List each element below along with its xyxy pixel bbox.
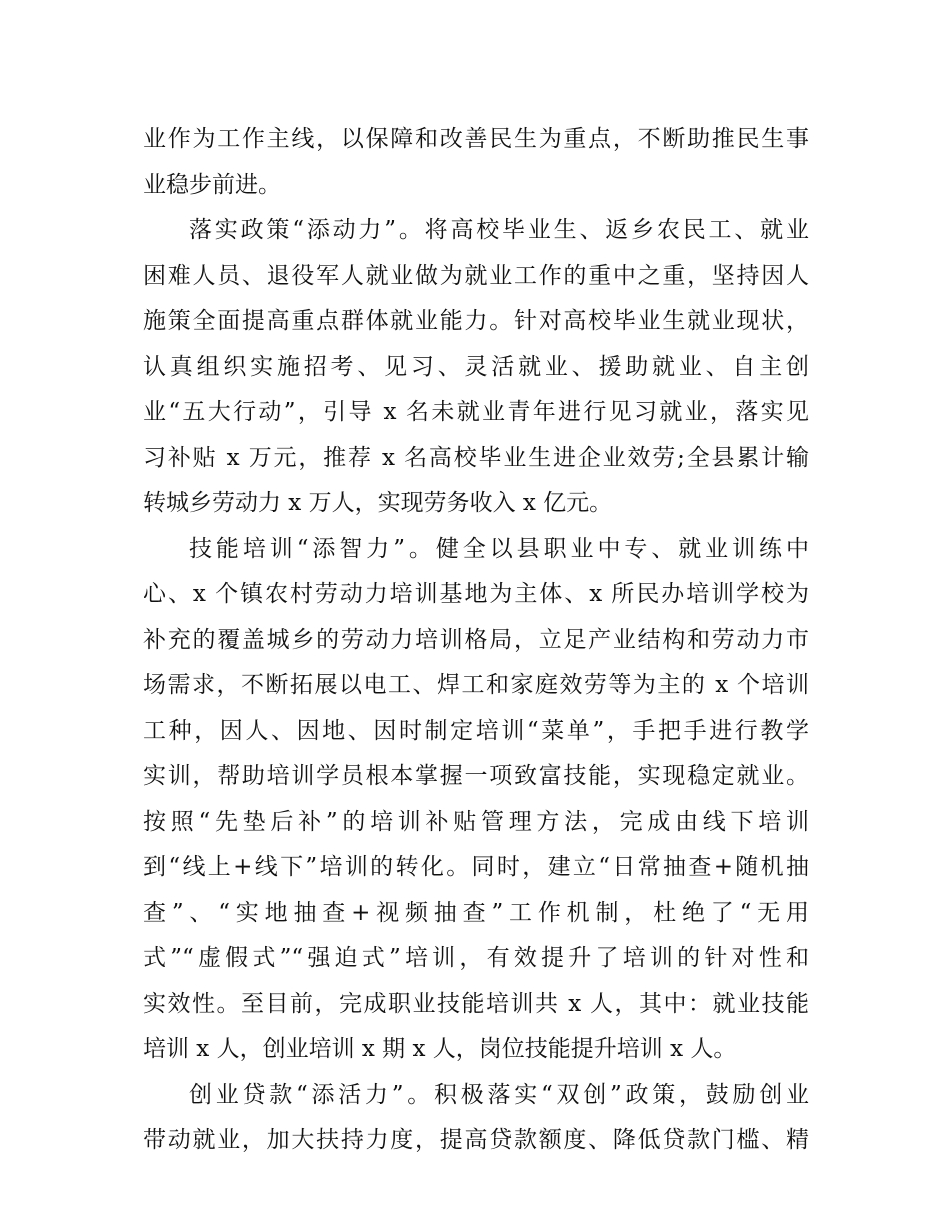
text-line: 施策全面提高重点群体就业能力。针对高校毕业生就业现状， bbox=[143, 308, 809, 334]
paragraph-start-line: 落实政策“添动力”。将高校毕业生、返乡农民工、就业 bbox=[189, 217, 809, 243]
text-line: 培训 x 人，创业培训 x 期 x 人，岗位技能提升培训 x 人。 bbox=[143, 1036, 737, 1062]
text-line: 困难人员、退役军人就业做为就业工作的重中之重，坚持因人 bbox=[143, 262, 809, 289]
text-line: 工种，因人、因地、因时制定培训“菜单”，手把手进行教学 bbox=[143, 717, 809, 744]
text-line: 到“线上+线下”培训的转化。同时，建立“日常抽查+随机抽 bbox=[143, 854, 809, 880]
paragraph-start-line: 技能培训“添智力”。健全以县职业中专、就业训练中 bbox=[189, 535, 809, 562]
text-line: 心、x 个镇农村劳动力培训基地为主体、x 所民办培训学校为 bbox=[143, 581, 809, 607]
text-line: 习补贴 x 万元，推荐 x 名高校毕业生进企业效劳;全县累计输 bbox=[143, 444, 809, 471]
text-line: 转城乡劳动力 x 万人，实现劳务收入 x 亿元。 bbox=[143, 490, 613, 516]
text-line: 实效性。至目前，完成职业技能培训共 x 人，其中：就业技能 bbox=[143, 990, 809, 1017]
document-body bbox=[143, 117, 809, 1164]
text-line: 业作为工作主线，以保障和改善民生为重点，不断助推民生事 bbox=[143, 126, 809, 152]
text-line: 实训，帮助培训学员根本掌握一项致富技能，实现稳定就业。 bbox=[143, 763, 809, 789]
text-line: 业稳步前进。 bbox=[143, 171, 281, 198]
text-line: 带动就业，加大扶持力度，提高贷款额度、降低贷款门槛、精 bbox=[143, 1127, 809, 1153]
text-line: 查”、“实地抽查+视频抽查”工作机制，杜绝了“无用 bbox=[143, 899, 809, 926]
text-line: 式”“虚假式”“强迫式”培训，有效提升了培训的针对性和 bbox=[143, 945, 809, 971]
text-line: 业“五大行动”，引导 x 名未就业青年进行见习就业，落实见 bbox=[143, 399, 809, 425]
text-line: 按照“先垫后补”的培训补贴管理方法，完成由线下培训 bbox=[143, 808, 809, 835]
paragraph-start-line: 创业贷款“添活力”。积极落实“双创”政策，鼓励创业 bbox=[189, 1081, 809, 1108]
text-line: 认真组织实施招考、见习、灵活就业、援助就业、自主创 bbox=[143, 353, 809, 380]
text-line: 补充的覆盖城乡的劳动力培训格局，立足产业结构和劳动力市 bbox=[143, 626, 809, 653]
text-line: 场需求，不断拓展以电工、焊工和家庭效劳等为主的 x 个培训 bbox=[143, 672, 809, 698]
